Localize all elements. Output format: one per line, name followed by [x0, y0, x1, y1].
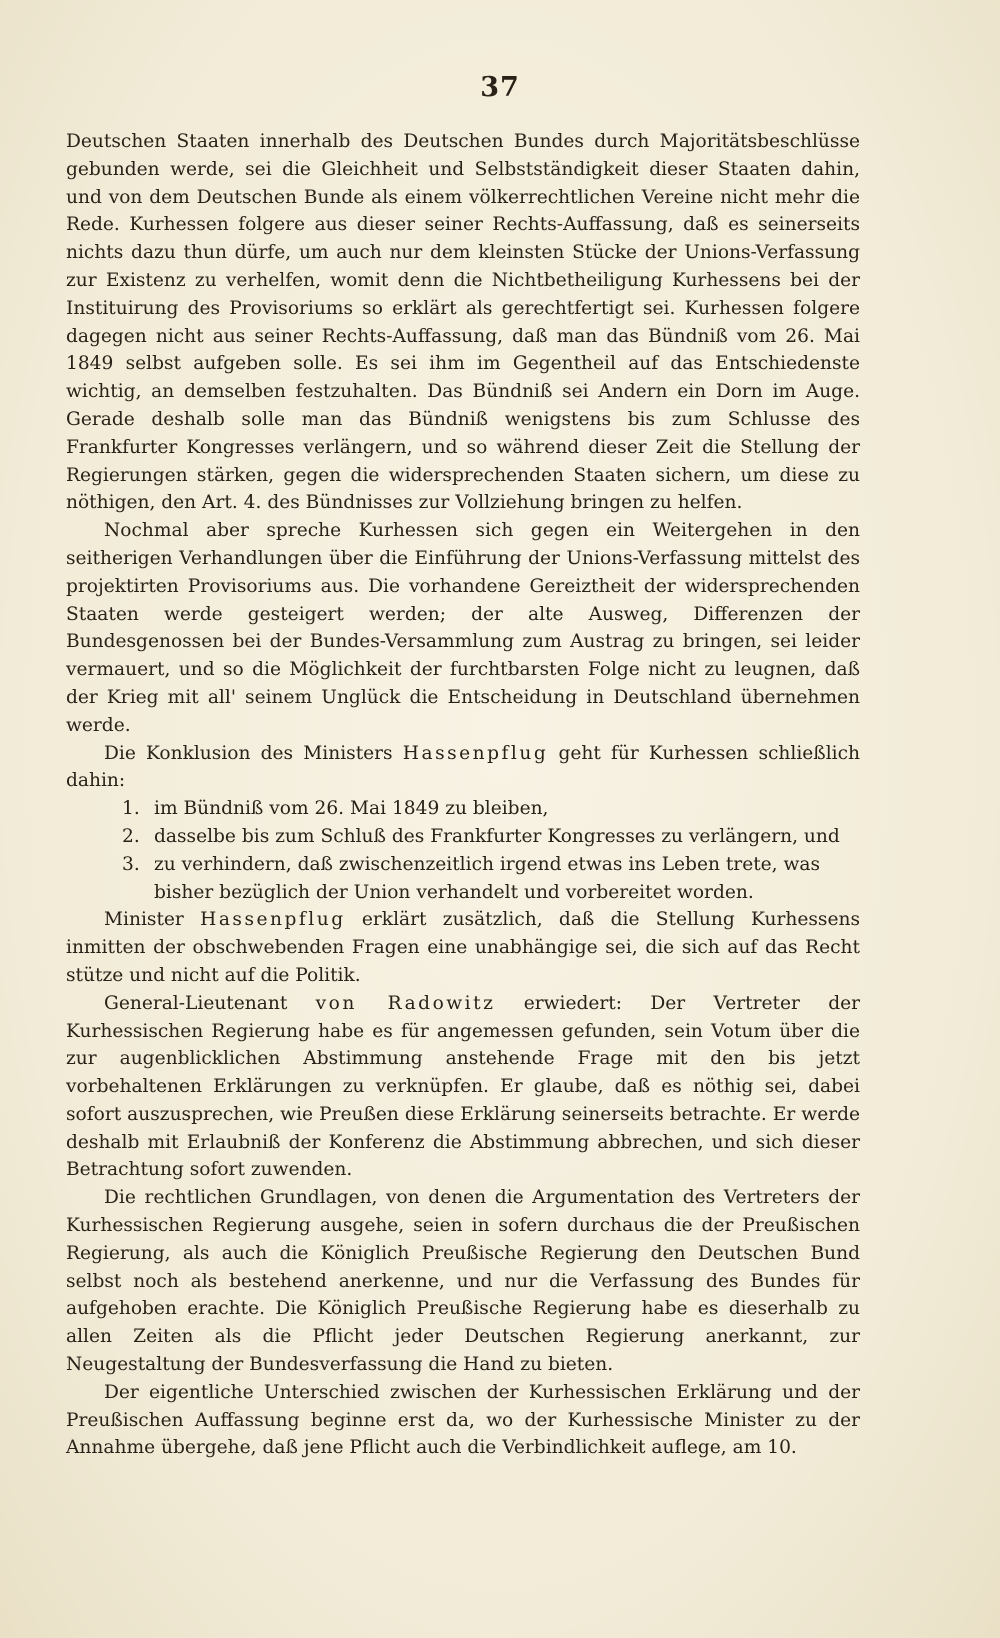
paragraph: Nochmal aber spreche Kurhessen sich gegen ein Weitergehen in den seitherigen Verhandlungen über die Einführung der Unions-Verfassung mittelst des projektirten Provisoriums aus. Die vorhandene Gereiztheit der widersprechenden Staaten werde gesteigert werden; der alte Ausweg, Differenzen der Bundesgenossen bei der Bundes-Versammlung zum Austrag zu bringen, sei leider vermauert, und so die Möglichkeit der furchtbarsten Folge nicht zu leugnen, daß der Krieg mit all' seinem Unglück die Entscheidung in Deutschland übernehmen werde. [66, 520, 860, 736]
statement-text-before: Minister [104, 909, 201, 931]
minister-statement-paragraph [66, 906, 860, 989]
paragraph: Deutschen Staaten innerhalb des Deutschen Bundes durch Majoritätsbeschlüsse gebunden werde, sei die Gleichheit und Selbstständigkeit dieser Staaten dahin, und von dem Deutschen Bunde als einem völkerrechtlichen Vereine nicht mehr die Rede. Kurhessen folgere aus dieser seiner Rechts-Auffassung, daß es seinerseits nichts dazu thun dürfe, um auch nur dem kleinsten Stücke der Unions-Verfassung zur Existenz zu verhelfen, womit denn die Nichtbetheiligung Kurhessens bei der Instituirung des Provisoriums so erklärt als gerechtfertigt sei. Kurhessen folgere dagegen nicht aus seiner Rechts-Auffassung, daß man das Bündniß vom 26. Mai 1849 selbst aufgeben solle. Es sei ihm im Gegentheil auf das Entschiedenste wichtig, an demselben festzuhalten. Das Bündniß sei Andern ein Dorn im Auge. Gerade deshalb solle man das Bündniß wenigstens bis zum Schlusse des Frankfurter Kongresses verlängern, und so während dieser Zeit die Stellung der Regierungen stärken, gegen die widersprechenden Staaten sichern, um diese zu nöthigen, den Art. 4. des Bündnisses zur Vollziehung bringen zu helfen. [66, 131, 860, 514]
list-number: 1. [122, 798, 140, 820]
conclusion-text-before: Die Konklusion des Ministers [104, 742, 403, 764]
list-number: 3. [122, 853, 140, 875]
list-item [66, 795, 860, 823]
list-text: im Bündniß vom 26. Mai 1849 zu bleiben, [154, 798, 549, 820]
conclusion-text-after: geht für Kurhessen schließlich dahin: [66, 742, 860, 792]
minister-name: Hassenpflug [200, 909, 346, 931]
conclusion-paragraph [66, 740, 860, 796]
statement-text-after: erklärt zusätzlich, daß die Stellung Kurhessens inmitten der obschwebenden Fragen eine unabhängige sei, die sich auf das Recht stütze und nicht auf die Politik. [66, 909, 860, 986]
general-name: von Radowitz [315, 992, 496, 1014]
list-item [66, 823, 860, 851]
statement-text-before: General-Lieutenant [104, 992, 316, 1014]
list-text: dasselbe bis zum Schluß des Frankfurter Kongresses zu verlängern, und [154, 825, 840, 847]
paragraph: Der eigentliche Unterschied zwischen der Kurhessischen Erklärung und der Preußischen Auffassung beginne erst da, wo der Kurhessische Minister zu der Annahme übergehe, daß jene Pflicht auch die Verbindlichkeit auflege, am 10. [66, 1381, 860, 1459]
list-number: 2. [122, 825, 140, 847]
list-item [66, 851, 860, 907]
conclusion-list [66, 795, 860, 906]
list-text: zu verhindern, daß zwischenzeitlich irgend etwas ins Leben trete, was bisher bezüglich der Union verhandelt und vorbereitet worden. [154, 853, 821, 903]
statement-text-after: erwiedert: Der Vertreter der Kurhessischen Regierung habe es für angemessen gefunden, sein Votum über die zur augenblicklichen Abstimmung anstehende Frage mit den bis jetzt vorbehaltenen Erklärungen zu verknüpfen. Er glaube, daß es nöthig sei, dabei sofort auszusprechen, wie Preußen diese Erklärung seinerseits betrachte. Er werde deshalb mit Erlaubniß der Konferenz die Abstimmung abbrechen, und sich dieser Betrachtung sofort zuwenden. [66, 992, 860, 1181]
paragraph: Die rechtlichen Grundlagen, von denen die Argumentation des Vertreters der Kurhessischen Regierung ausgehe, seien in sofern durchaus die der Preußischen Regierung, als auch die Königlich Preußische Regierung den Deutschen Bund selbst noch als bestehend anerkenne, und nur die Verfassung des Bundes für aufgehoben erachte. Die Königlich Preußische Regierung habe es dieserhalb zu allen Zeiten als die Pflicht jeder Deutschen Regierung anerkannt, zur Neugestaltung der Bundesverfassung die Hand zu bieten. [66, 1187, 860, 1376]
minister-name: Hassenpflug [402, 742, 549, 764]
page-text [66, 128, 860, 1462]
page-number: 37 [480, 72, 520, 103]
radowitz-statement-paragraph [66, 990, 860, 1185]
